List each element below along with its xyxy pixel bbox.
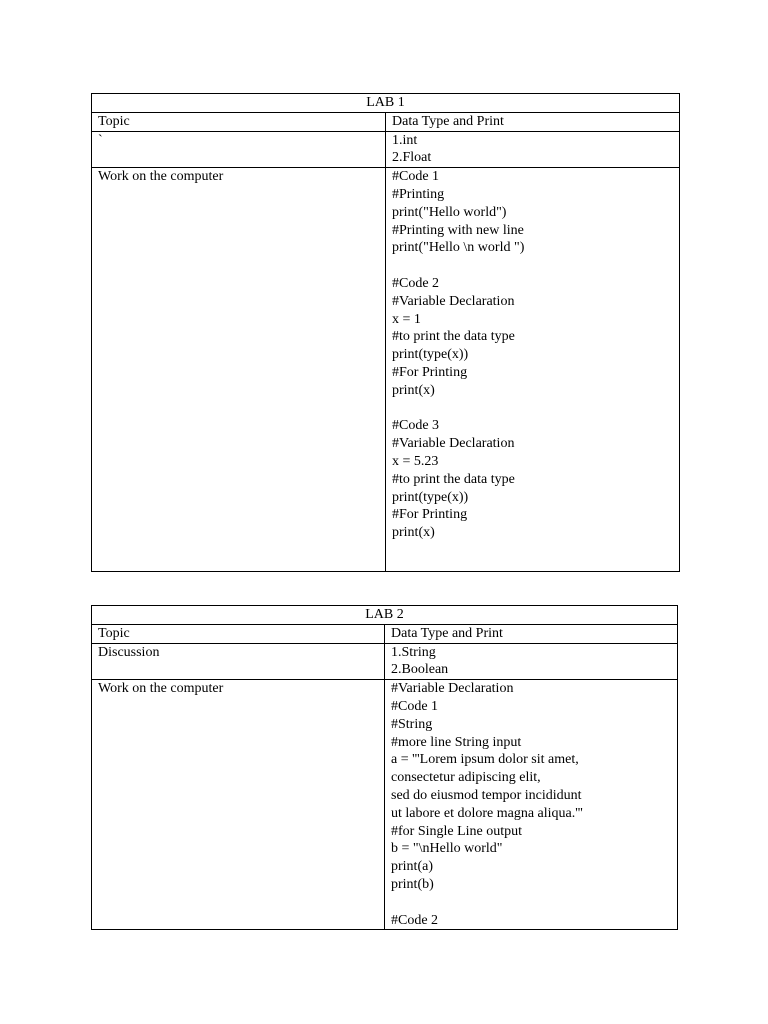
code-line: #Code 1 <box>391 698 439 714</box>
code-line: print(b) <box>391 876 434 892</box>
code-line: #Variable Declaration <box>392 436 515 452</box>
lab2-row2-label: Discussion <box>92 643 385 680</box>
code-line: #String <box>391 716 433 732</box>
lab2-topic-value: Data Type and Print <box>385 624 678 643</box>
lab2-topic-label: Topic <box>92 624 385 643</box>
lab2-row2-line: 2.Boolean <box>391 662 449 678</box>
lab2-table <box>91 605 678 930</box>
lab1-table <box>91 93 680 572</box>
code-line: consectetur adipiscing elit, <box>391 770 541 786</box>
code-line: #Variable Declaration <box>391 681 514 697</box>
lab1-row2-label: ` <box>92 131 386 168</box>
code-line: #Code 1 <box>392 169 440 185</box>
lab1-topic-label: Topic <box>92 112 386 131</box>
lab1-row2-line: 2.Float <box>392 150 432 166</box>
lab2-row2-lines <box>385 643 678 680</box>
lab2-title: LAB 2 <box>92 606 678 625</box>
code-line: print(x) <box>392 525 435 541</box>
code-line: #for Single Line output <box>391 823 523 839</box>
code-line: #to print the data type <box>392 471 515 487</box>
code-line: x = 1 <box>392 311 421 327</box>
code-line: print("Hello world") <box>392 204 507 220</box>
code-line: #Printing <box>392 186 445 202</box>
lab1-row2-lines <box>386 131 680 168</box>
code-line: #to print the data type <box>392 329 515 345</box>
code-line: #For Printing <box>392 364 468 380</box>
code-line: sed do eiusmod tempor incididunt <box>391 787 582 803</box>
code-line <box>391 894 677 912</box>
code-line: #Printing with new line <box>392 222 524 238</box>
code-line: ut labore et dolore magna aliqua.''' <box>391 805 583 821</box>
code-line: a = '''Lorem ipsum dolor sit amet, <box>391 752 579 768</box>
code-line: #Variable Declaration <box>392 293 515 309</box>
lab1-topic-value: Data Type and Print <box>386 112 680 131</box>
code-line: print("Hello \n world ") <box>392 240 525 256</box>
code-line: #For Printing <box>392 507 468 523</box>
lab1-row2-line: 1.int <box>392 132 418 148</box>
code-line: print(x) <box>392 382 435 398</box>
lab1-title: LAB 1 <box>92 94 680 113</box>
code-line: print(a) <box>391 859 433 875</box>
lab2-row2-line: 1.String <box>391 644 436 660</box>
code-line: #Code 2 <box>392 275 440 291</box>
code-line: print(type(x)) <box>392 347 469 363</box>
code-line <box>392 257 679 275</box>
code-line: x = 5.23 <box>392 453 439 469</box>
lab1-code-block <box>386 168 680 572</box>
code-line: #Code 3 <box>392 418 440 434</box>
code-line <box>392 400 679 418</box>
code-line: b = "\nHello world" <box>391 841 503 857</box>
code-line: print(type(x)) <box>392 489 469 505</box>
code-line: #more line String input <box>391 734 522 750</box>
code-line: #Code 2 <box>391 912 439 928</box>
lab1-work-label: Work on the computer <box>92 168 386 572</box>
lab2-work-label: Work on the computer <box>92 680 385 930</box>
lab2-code-block <box>385 680 678 930</box>
